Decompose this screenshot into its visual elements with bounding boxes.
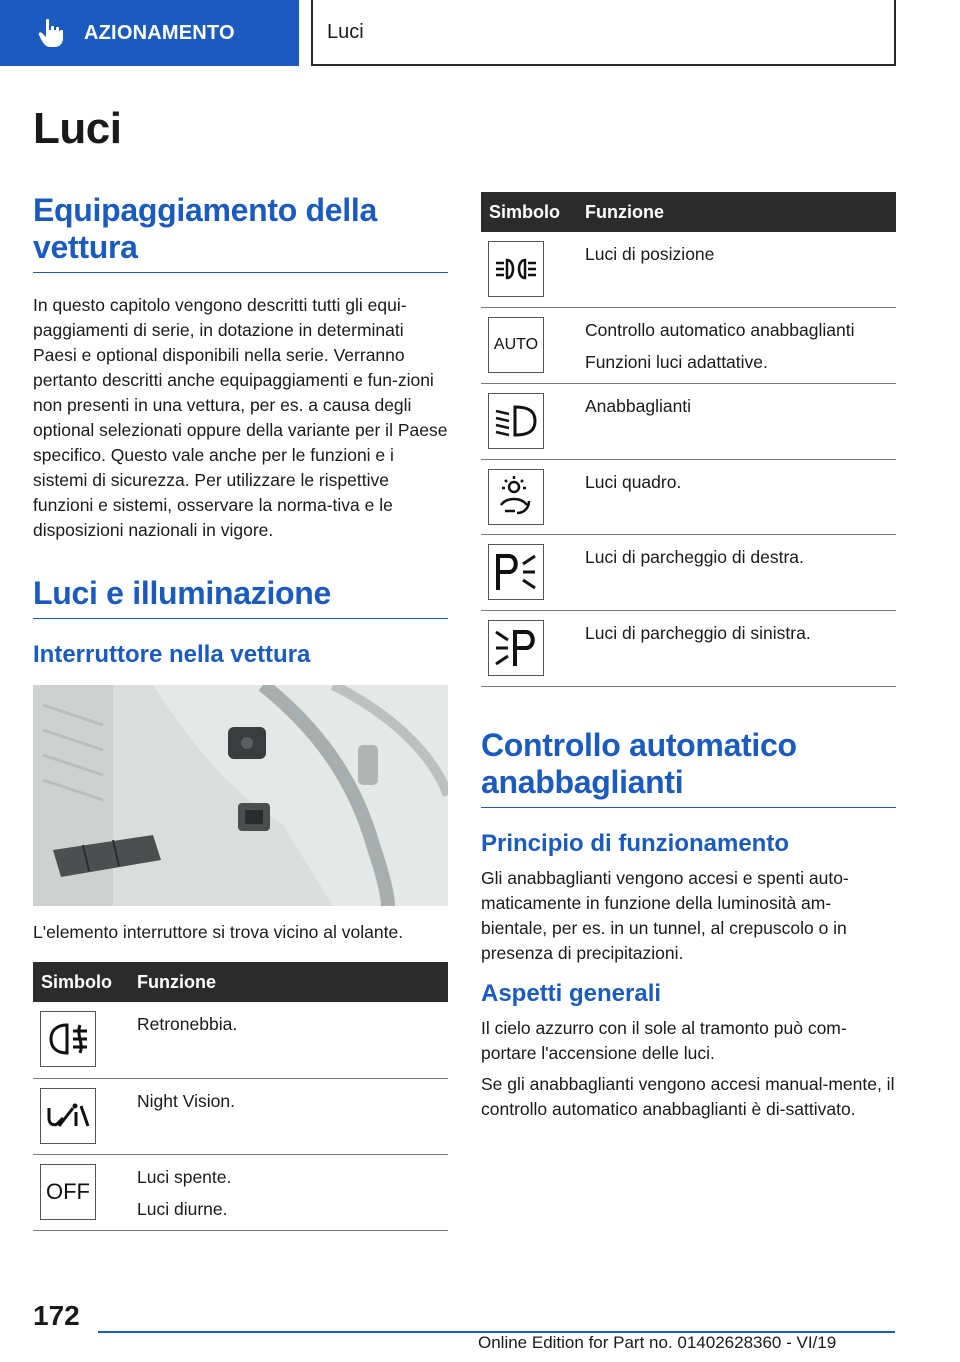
dashboard-illustration <box>33 685 448 906</box>
hand-pointer-icon <box>38 18 64 48</box>
function-text: Luci di parcheggio di sinistra. <box>585 622 811 643</box>
switch-photo <box>33 685 448 906</box>
page-title: Luci <box>33 104 122 153</box>
section-title-auto-lowbeam: Controllo automatico anabbaglianti <box>481 727 896 808</box>
function-text: Controllo automatico anabbaglianti <box>585 319 855 340</box>
function-text: Anabbaglianti <box>585 395 692 416</box>
table-row <box>33 1002 448 1078</box>
table-row <box>481 610 896 686</box>
function-text: Luci diurne. <box>137 1198 228 1219</box>
page-number: 172 <box>33 1300 80 1331</box>
section-title-lights: Luci e illuminazione <box>33 575 448 619</box>
rear-fog-light-icon <box>40 1011 96 1067</box>
photo-caption: L'elemento interruttore si trova vicino al volante. <box>33 922 404 942</box>
table-row <box>33 1078 448 1154</box>
section-tab[interactable] <box>0 0 299 66</box>
function-text: Luci quadro. <box>585 471 682 492</box>
table-row <box>33 1154 448 1230</box>
equipment-paragraph: In questo capitolo vengono descritti tutti gli equi-paggiamenti di serie, in dotazione in determinati Paesi e optional disponibili nella serie. Verranno pertanto descritti anche equipaggiamenti e fun-zioni non presenti in una vettura, per es. a causa degli optional selezionati oppure della variante per il Paese specifico. Questo vale anche per le funzioni e i sistemi di sicurezza. Per utilizzare le rispettive funzioni e sistemi, osservare la norma-tiva e le disposizioni nazionali in vigore. <box>33 295 448 540</box>
section-tab-label: AZIONAMENTO <box>84 21 235 44</box>
right-column <box>481 192 896 1122</box>
function-text: Luci di parcheggio di destra. <box>585 546 804 567</box>
col-header-function: Funzione <box>137 962 448 1002</box>
table-row <box>481 534 896 610</box>
low-beam-icon <box>488 393 544 449</box>
table-row <box>481 232 896 307</box>
auto-icon: AUTO <box>488 317 544 373</box>
function-text: Funzioni luci adattative. <box>585 351 768 372</box>
function-text: Night Vision. <box>137 1090 235 1111</box>
function-text: Luci spente. <box>137 1166 232 1187</box>
col-header-function: Funzione <box>585 192 896 232</box>
table-row <box>481 383 896 459</box>
subsection-title-switch: Interruttore nella vettura <box>33 641 311 668</box>
footer-edition: Online Edition for Part no. 01402628360 - VI/19 <box>478 1333 837 1352</box>
section-title-equipment: Equipaggiamento della vettura <box>33 192 448 273</box>
general-paragraph-2: Se gli anabbaglianti vengono accesi manual-mente, il controllo automatico anabbaglianti è di-sattivato. <box>481 1073 895 1119</box>
chapter-header <box>311 0 896 66</box>
function-text: Retronebbia. <box>137 1014 238 1034</box>
left-column <box>33 192 448 1231</box>
parking-light-right-icon <box>488 544 544 600</box>
table-row <box>481 307 896 383</box>
parking-light-left-icon <box>488 620 544 676</box>
principle-paragraph: Gli anabbaglianti vengono accesi e spenti auto-maticamente in funzione della luminosità am-bientale, per es. in un tunnel, al crepuscolo o in presenza di precipitazioni. <box>481 867 849 963</box>
subsection-title-principle: Principio di funzionamento <box>481 829 789 857</box>
general-paragraph-1: Il cielo azzurro con il sole al tramonto può com-portare l'accensione delle luci. <box>481 1017 847 1063</box>
col-header-symbol: Simbolo <box>481 192 585 232</box>
night-vision-icon <box>40 1088 96 1144</box>
instrument-lighting-icon <box>488 469 544 525</box>
symbol-table-right <box>481 192 896 687</box>
col-header-symbol: Simbolo <box>33 962 137 1002</box>
position-lights-icon <box>488 241 544 297</box>
symbol-table-left <box>33 962 448 1231</box>
subsection-title-general: Aspetti generali <box>481 979 662 1007</box>
table-row <box>481 459 896 534</box>
chapter-label: Luci <box>327 20 364 43</box>
off-icon: OFF <box>40 1164 96 1220</box>
function-text: Luci di posizione <box>585 244 715 264</box>
